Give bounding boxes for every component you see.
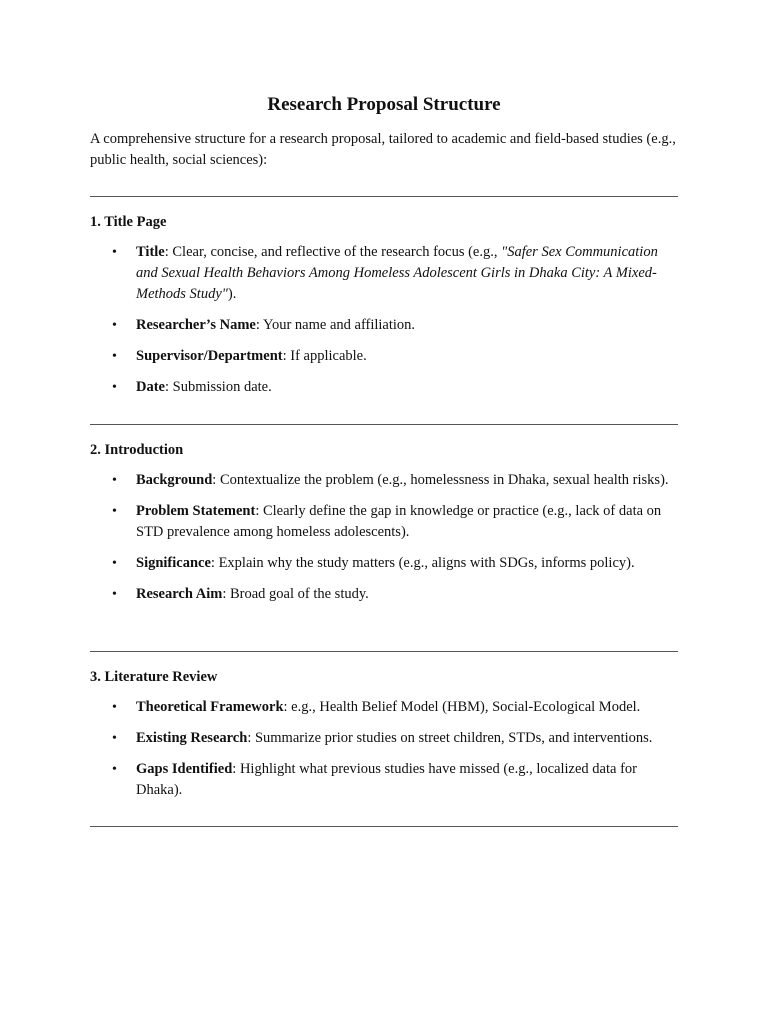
bullet-icon: •: [112, 731, 117, 746]
section-introduction: [90, 440, 678, 615]
bullet-icon: •: [112, 587, 117, 602]
bullet-icon: •: [112, 762, 117, 777]
section-title-page: [90, 212, 678, 408]
section-divider: [90, 826, 678, 827]
item-text: : Explain why the study matters (e.g., aligns with SDGs, informs policy).: [210, 555, 635, 571]
bullet-icon: •: [112, 318, 117, 333]
item-term: Researcher’s Name: [136, 317, 256, 333]
item-text-end: ).: [227, 286, 237, 302]
item-term: Title: [136, 244, 165, 260]
item-term: Date: [136, 379, 165, 395]
bullet-icon: •: [112, 504, 117, 519]
list-item: [90, 346, 678, 367]
bullet-icon: •: [112, 473, 117, 488]
item-text: : Broad goal of the study.: [222, 586, 369, 602]
list-item: [90, 470, 678, 491]
item-text: : Submission date.: [165, 379, 272, 395]
item-term: Significance: [136, 555, 211, 571]
section-literature-review: [90, 667, 678, 811]
list-item: [90, 242, 678, 305]
section-heading: 3. Literature Review: [90, 669, 218, 685]
item-text: : If applicable.: [282, 348, 367, 364]
item-text: : Summarize prior studies on street children, STDs, and interventions.: [247, 730, 653, 746]
bullet-icon: •: [112, 556, 117, 571]
list-item: [90, 377, 678, 398]
item-text: : Clearly define the gap in knowledge or practice (e.g., lack of data on STD prevalence among homeless adolescents).: [136, 503, 662, 540]
bullet-icon: •: [112, 380, 117, 395]
list-item: [90, 315, 678, 336]
item-term: Existing Research: [136, 730, 248, 746]
item-text: : Highlight what previous studies have missed (e.g., localized data for Dhaka).: [136, 761, 637, 798]
section-divider: [90, 424, 678, 425]
bullet-list: [90, 470, 678, 605]
list-item: [90, 759, 678, 801]
section-divider: [90, 651, 678, 652]
list-item: [90, 501, 678, 543]
item-term: Theoretical Framework: [136, 699, 284, 715]
item-term: Research Aim: [136, 586, 223, 602]
bullet-icon: •: [112, 349, 117, 364]
item-text: : Clear, concise, and reflective of the research focus (e.g.,: [164, 244, 502, 260]
section-divider: [90, 196, 678, 197]
list-item: [90, 584, 678, 605]
item-term: Gaps Identified: [136, 761, 233, 777]
list-item: [90, 697, 678, 718]
item-term: Problem Statement: [136, 503, 256, 519]
item-text: : e.g., Health Belief Model (HBM), Social-Ecological Model.: [283, 699, 641, 715]
item-text: : Contextualize the problem (e.g., homelessness in Dhaka, sexual health risks).: [212, 472, 669, 488]
bullet-list: [90, 242, 678, 398]
page-title: Research Proposal Structure: [267, 94, 501, 115]
bullet-icon: •: [112, 245, 117, 260]
section-heading: 2. Introduction: [90, 442, 184, 458]
item-term: Background: [136, 472, 213, 488]
list-item: [90, 553, 678, 574]
section-heading: 1. Title Page: [90, 214, 167, 230]
item-text: : Your name and affiliation.: [255, 317, 416, 333]
intro-paragraph: A comprehensive structure for a research proposal, tailored to academic and field-based studies (e.g., public health, social sciences):: [90, 131, 676, 168]
bullet-icon: •: [112, 700, 117, 715]
example-title: "Safer Sex Communication and Sexual Health Behaviors Among Homeless Adolescent Girls in Dhaka City: A Mixed-Methods Study": [136, 244, 658, 302]
bullet-list: [90, 697, 678, 801]
list-item: [90, 728, 678, 749]
item-term: Supervisor/Department: [136, 348, 283, 364]
